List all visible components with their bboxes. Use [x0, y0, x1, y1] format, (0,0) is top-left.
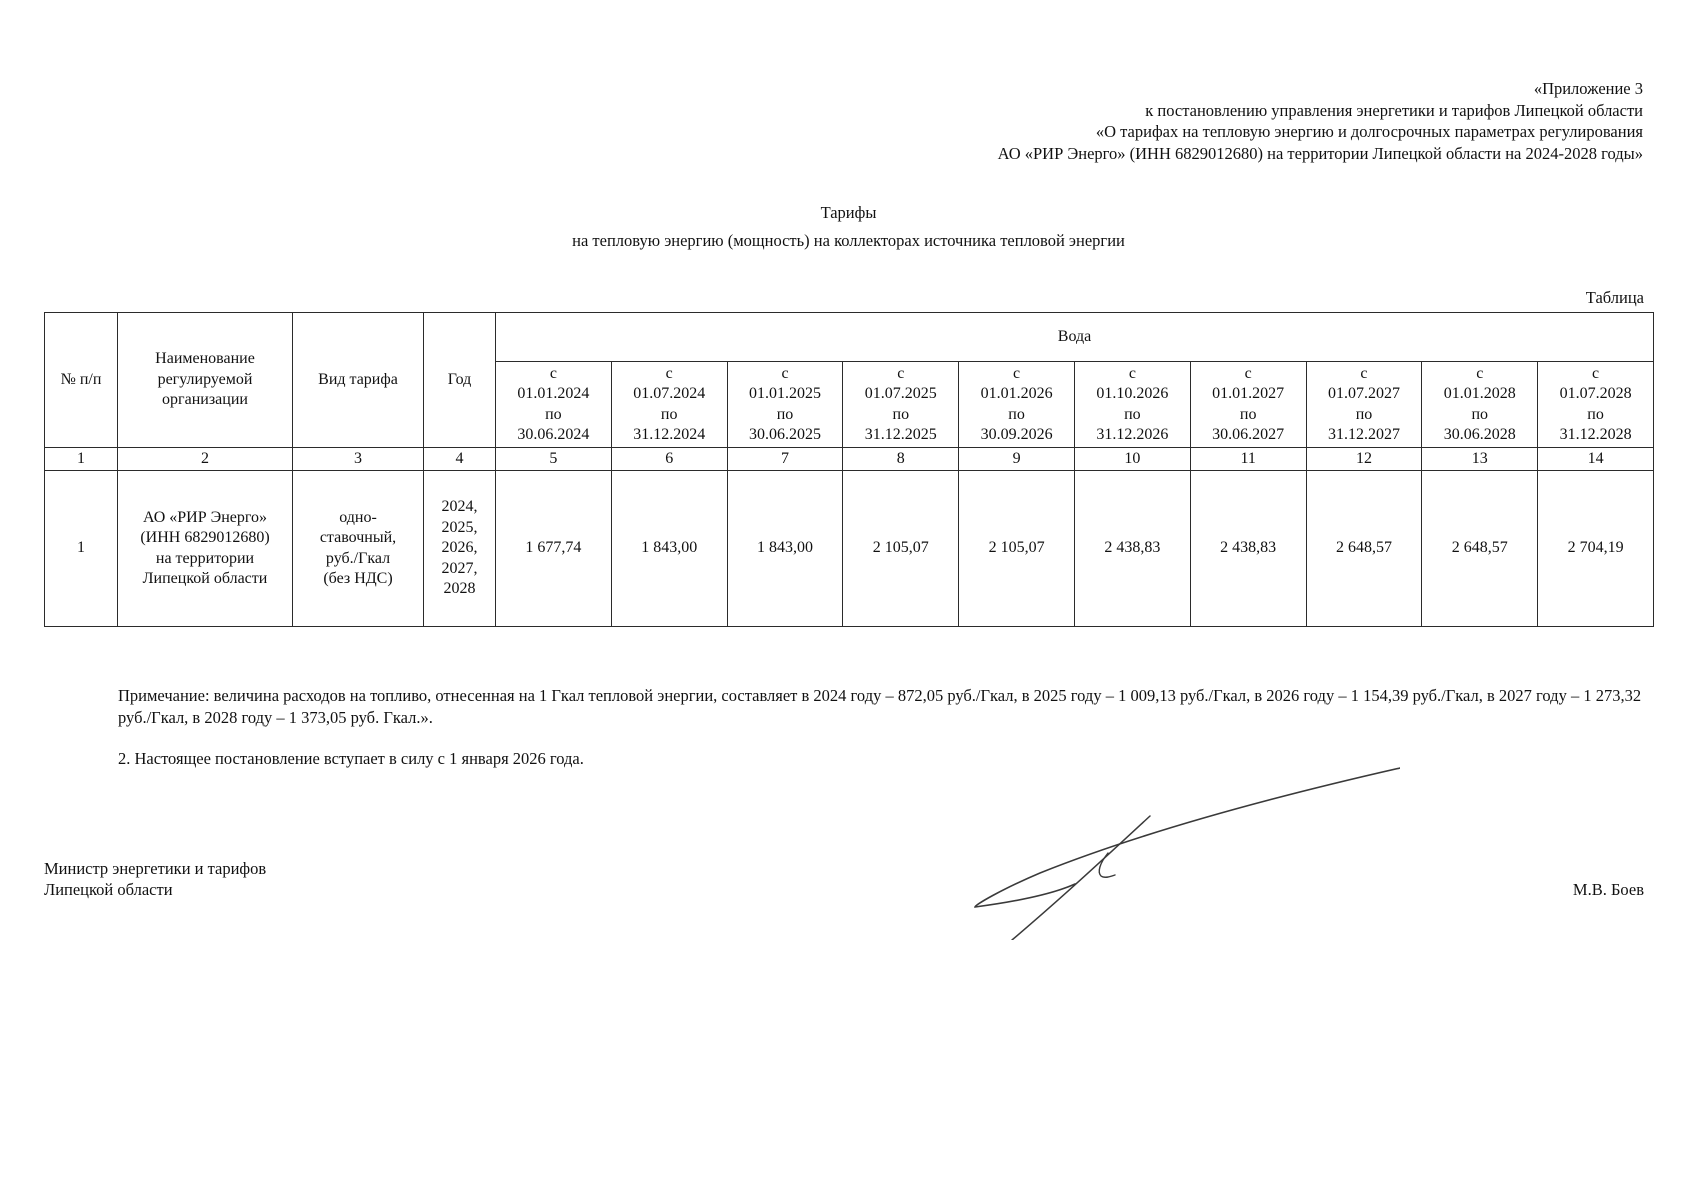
column-number: 7: [727, 448, 843, 471]
period-to: 30.06.2027: [1212, 426, 1285, 443]
document-subtitle: на тепловую энергию (мощность) на коллекторах источника тепловой энергии: [572, 231, 1125, 250]
column-number: 6: [611, 448, 727, 471]
cell-tariff-value: 1 677,74: [496, 471, 612, 627]
period-to: 31.12.2027: [1327, 426, 1400, 443]
period-to: 30.06.2025: [748, 426, 821, 443]
cell-tariff-value: 2 105,07: [843, 471, 959, 627]
tariff-table: [44, 312, 1654, 627]
period-c: с: [665, 364, 673, 382]
header-period: [611, 362, 727, 448]
period-from: 01.07.2027: [1327, 385, 1400, 402]
period-from: 01.01.2027: [1212, 385, 1285, 402]
column-number: 13: [1422, 448, 1538, 471]
cell-years: [424, 471, 496, 627]
period-from: 01.01.2028: [1443, 385, 1516, 402]
table-caption: Таблица: [1585, 288, 1644, 307]
appendix-line: «О тарифах на тепловую энергию и долгосрочных параметрах регулирования: [1095, 122, 1643, 141]
header-number: № п/п: [45, 313, 118, 448]
header-period: [1306, 362, 1422, 448]
year-line: 2027,: [441, 559, 478, 577]
appendix-line: к постановлению управления энергетики и тарифов Липецкой области: [1145, 100, 1643, 120]
period-c: с: [1013, 364, 1021, 382]
year-line: 2026,: [441, 539, 478, 557]
cell-tariff-type: [293, 471, 424, 627]
header-period: [843, 362, 959, 448]
header-tariff-type: Вид тарифа: [293, 313, 424, 448]
period-to: 31.12.2028: [1559, 426, 1632, 443]
cell-tariff-value: 2 438,83: [1190, 471, 1306, 627]
period-c: с: [1592, 364, 1600, 382]
column-number: 14: [1538, 448, 1654, 471]
period-to: 31.12.2024: [633, 426, 706, 443]
column-number: 8: [843, 448, 959, 471]
year-line: 2028: [443, 580, 476, 598]
handwritten-signature: [960, 755, 1400, 940]
period-from: 01.01.2026: [980, 385, 1053, 402]
header-year: Год: [424, 313, 496, 448]
cell-number: 1: [45, 471, 118, 627]
note-text: Примечание: величина расходов на топливо, отнесенная на 1 Гкал тепловой энергии, составляет в 2024 году – 872,05 руб./Гкал, в 2025 году – 1 009,13 руб./Гкал, в 2026 году – 1 154,39 руб./Гкал, в 2027 году – 1 273,32 руб./Гкал, в 2028 году – 1 373,05 руб. Гкал.».: [118, 686, 1642, 727]
cell-tariff-value: 2 105,07: [959, 471, 1075, 627]
header-period: [1190, 362, 1306, 448]
header-period: [1422, 362, 1538, 448]
period-po: по: [545, 405, 562, 423]
period-po: по: [1587, 405, 1604, 423]
period-po: по: [660, 405, 678, 423]
period-from: 01.07.2024: [633, 385, 706, 402]
header-organization: Наименование регулируемой организации: [118, 313, 293, 448]
period-c: с: [1244, 364, 1252, 382]
period-po: по: [1471, 405, 1489, 423]
organization-line: Липецкой области: [142, 570, 268, 587]
column-number: 3: [293, 448, 424, 471]
period-from: 01.01.2025: [748, 385, 821, 402]
appendix-header: [998, 78, 1643, 164]
organization-line: АО «РИР Энерго»: [142, 508, 268, 526]
document-title: Тарифы: [820, 203, 877, 222]
signer-title: [44, 858, 266, 900]
header-period: [1074, 362, 1190, 448]
organization-line: на территории: [155, 549, 255, 567]
column-number: 1: [45, 448, 118, 471]
tariff-type-line: (без НДС): [323, 570, 393, 587]
organization-line: (ИНН 6829012680): [140, 529, 270, 546]
column-number: 5: [496, 448, 612, 471]
period-po: по: [1355, 405, 1373, 423]
year-line: 2025,: [441, 518, 478, 536]
header-period: [496, 362, 612, 448]
header-row-group: [45, 313, 1654, 362]
cell-tariff-value: 1 843,00: [611, 471, 727, 627]
period-c: с: [1476, 364, 1484, 382]
period-from: 01.07.2025: [864, 385, 937, 402]
clause-text: 2. Настоящее постановление вступает в силу с 1 января 2026 года.: [118, 749, 584, 768]
table-row: [45, 471, 1654, 627]
column-number: 4: [424, 448, 496, 471]
period-from: 01.01.2024: [517, 385, 590, 402]
cell-tariff-value: 2 648,57: [1306, 471, 1422, 627]
header-water-group: Вода: [496, 313, 1654, 362]
tariff-type-line: ставочный,: [319, 529, 397, 546]
column-number-row: [45, 448, 1654, 471]
period-to: 30.09.2026: [980, 426, 1053, 443]
period-c: с: [897, 364, 905, 382]
header-period: [727, 362, 843, 448]
signer-name: М.В. Боев: [1572, 880, 1644, 899]
cell-tariff-value: 2 438,83: [1074, 471, 1190, 627]
period-c: с: [549, 364, 557, 382]
period-po: по: [1124, 405, 1141, 423]
year-line: 2024,: [441, 498, 478, 516]
tariff-type-line: одно-: [339, 508, 377, 526]
column-number: 11: [1190, 448, 1306, 471]
header-period: [1538, 362, 1654, 448]
period-po: по: [776, 405, 794, 423]
column-number: 9: [959, 448, 1075, 471]
column-number: 2: [118, 448, 293, 471]
cell-tariff-value: 2 648,57: [1422, 471, 1538, 627]
period-po: по: [892, 405, 910, 423]
period-c: с: [1360, 364, 1368, 382]
cell-tariff-value: 1 843,00: [727, 471, 843, 627]
period-to: 31.12.2026: [1096, 426, 1169, 443]
cell-tariff-value: 2 704,19: [1538, 471, 1654, 627]
period-from: 01.07.2028: [1559, 385, 1632, 402]
column-number: 10: [1074, 448, 1190, 471]
header-period: [959, 362, 1075, 448]
appendix-line: АО «РИР Энерго» (ИНН 6829012680) на территории Липецкой области на 2024-2028 годы»: [997, 143, 1643, 163]
signer-title-line: Липецкой области: [44, 880, 173, 899]
period-to: 31.12.2025: [864, 426, 937, 443]
appendix-line: «Приложение 3: [1533, 79, 1643, 98]
column-number: 12: [1306, 448, 1422, 471]
period-c: с: [1128, 364, 1136, 382]
signer-title-line: Министр энергетики и тарифов: [44, 859, 267, 878]
period-from: 01.10.2026: [1096, 385, 1169, 402]
period-to: 30.06.2024: [517, 426, 590, 443]
cell-organization: [118, 471, 293, 627]
period-c: с: [781, 364, 789, 382]
period-po: по: [1008, 405, 1025, 423]
period-po: по: [1239, 405, 1257, 423]
tariff-type-line: руб./Гкал: [325, 549, 391, 567]
period-to: 30.06.2028: [1443, 426, 1516, 443]
